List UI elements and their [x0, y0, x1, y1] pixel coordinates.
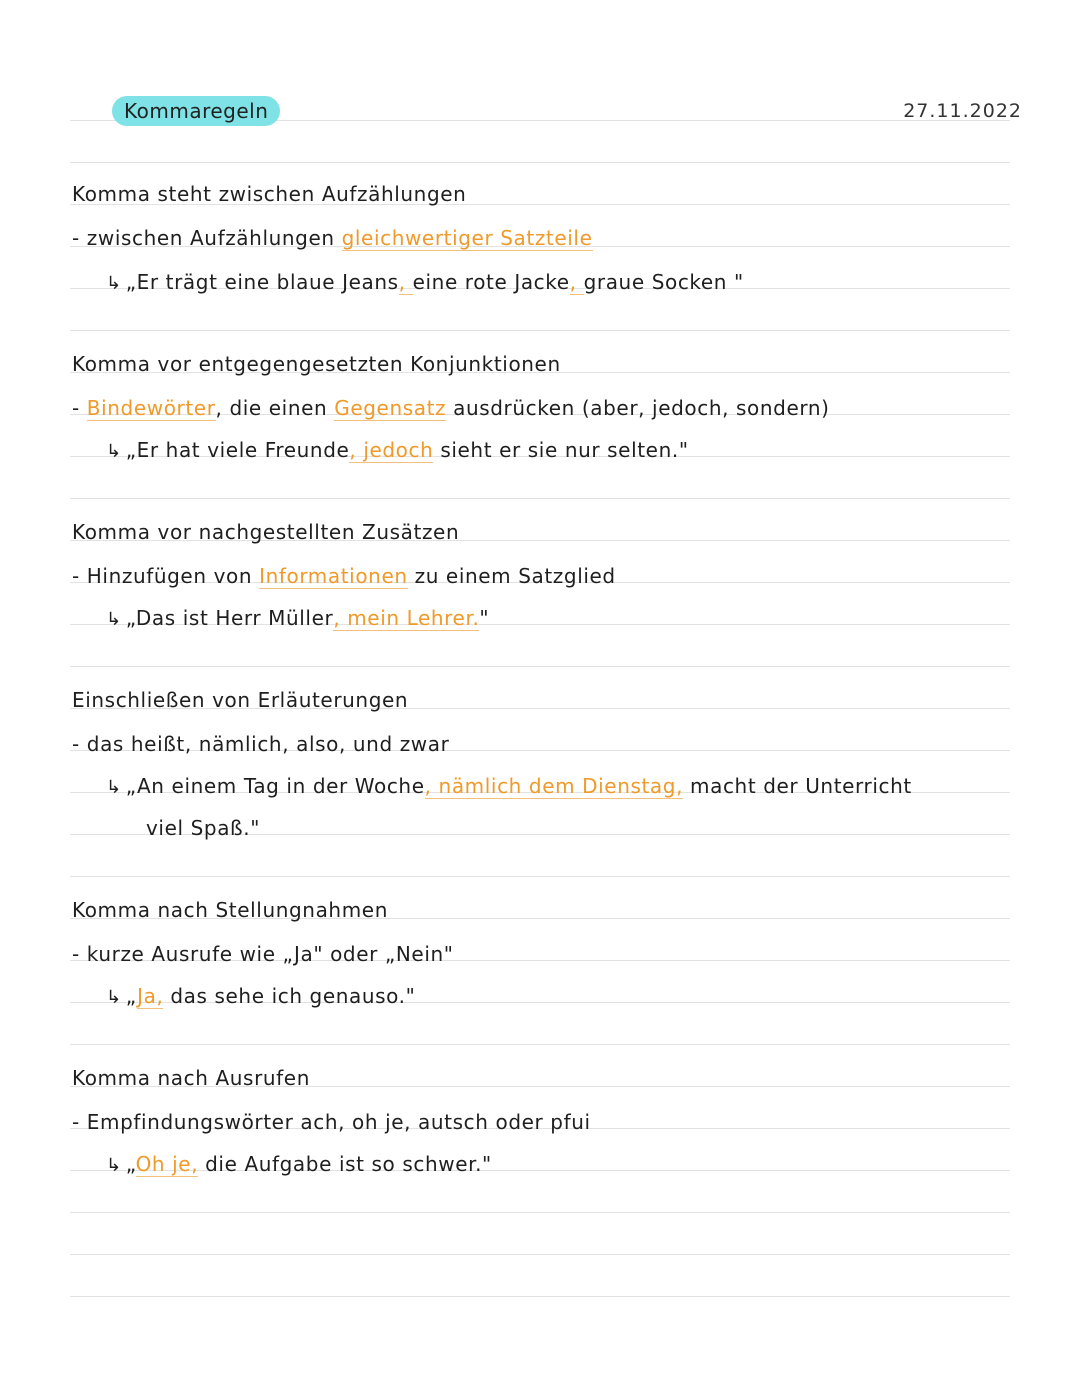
example-line: [106, 774, 912, 798]
highlight-text: Oh je,: [135, 1152, 199, 1176]
highlight-text: Informationen: [259, 564, 408, 588]
ruled-line: [70, 1044, 1010, 1045]
example-line: [106, 1152, 492, 1176]
example-line: [106, 438, 689, 462]
example-text: die Aufgabe ist so schwer.": [198, 1152, 492, 1176]
example-line: [106, 984, 415, 1008]
return-arrow-icon: ↳: [106, 987, 122, 1008]
section-heading: Komma nach Stellungnahmen: [72, 898, 388, 922]
return-arrow-icon: ↳: [106, 1155, 122, 1176]
ruled-line: [70, 162, 1010, 163]
rule-text: - zwischen Aufzählungen: [72, 226, 342, 250]
example-text: das sehe ich genauso.": [163, 984, 416, 1008]
section-heading: Komma nach Ausrufen: [72, 1066, 310, 1090]
ruled-line: [70, 1212, 1010, 1213]
section-rule-line: [72, 396, 830, 420]
section-rule-line: - kurze Ausrufe wie „Ja" oder „Nein": [72, 942, 454, 966]
return-arrow-icon: ↳: [106, 609, 122, 630]
ruled-line: [70, 876, 1010, 877]
example-text: „Er trägt eine blaue Jeans: [125, 270, 399, 294]
return-arrow-icon: ↳: [106, 441, 122, 462]
example-text: „An einem Tag in der Woche: [125, 774, 425, 798]
note-date: 27.11.2022: [903, 100, 1022, 122]
section-rule-line: [72, 226, 593, 250]
page-title: Kommaregeln: [112, 96, 280, 126]
rule-text: -: [72, 396, 87, 420]
highlight-text: , nämlich dem Dienstag,: [424, 774, 684, 798]
example-text: ": [479, 606, 490, 630]
highlight-text: Bindewörter: [86, 396, 216, 420]
rule-text: zu einem Satzglied: [407, 564, 616, 588]
highlight-text: Ja,: [137, 984, 164, 1008]
example-text: „Er hat viele Freunde: [125, 438, 350, 462]
rule-text: , die einen: [215, 396, 335, 420]
rule-text: ausdrücken (aber, jedoch, sondern): [446, 396, 830, 420]
ruled-line: [70, 666, 1010, 667]
section-heading: Einschließen von Erläuterungen: [72, 688, 409, 712]
section-rule-line: [72, 564, 616, 588]
section-rule-line: - Empfindungswörter ach, oh je, autsch oder pfui: [72, 1110, 591, 1134]
highlight-comma: ,: [569, 270, 584, 294]
ruled-line: [70, 1296, 1010, 1297]
highlight-text: gleichwertiger Satzteile: [341, 226, 593, 250]
section-heading: Komma steht zwischen Aufzählungen: [72, 182, 467, 206]
example-line: [106, 606, 489, 630]
ruled-line: [70, 1254, 1010, 1255]
example-text: eine rote Jacke: [412, 270, 570, 294]
example-text: „: [125, 1152, 136, 1176]
section-heading: Komma vor entgegengesetzten Konjunktionen: [72, 352, 561, 376]
return-arrow-icon: ↳: [106, 777, 122, 798]
ruled-line: [70, 330, 1010, 331]
example-text: „Das ist Herr Müller: [125, 606, 334, 630]
rule-text: - Hinzufügen von: [72, 564, 260, 588]
highlight-text: , jedoch: [349, 438, 434, 462]
highlight-text: Gegensatz: [334, 396, 447, 420]
example-continuation: viel Spaß.": [146, 816, 261, 840]
example-text: sieht er sie nur selten.": [433, 438, 689, 462]
ruled-line: [70, 498, 1010, 499]
highlight-comma: ,: [398, 270, 413, 294]
example-text: graue Socken ": [583, 270, 744, 294]
section-rule-line: - das heißt, nämlich, also, und zwar: [72, 732, 450, 756]
highlight-text: , mein Lehrer.: [333, 606, 480, 630]
example-line: [106, 270, 744, 294]
section-heading: Komma vor nachgestellten Zusätzen: [72, 520, 460, 544]
example-text: „: [125, 984, 138, 1008]
return-arrow-icon: ↳: [106, 273, 122, 294]
example-text: macht der Unterricht: [683, 774, 912, 798]
